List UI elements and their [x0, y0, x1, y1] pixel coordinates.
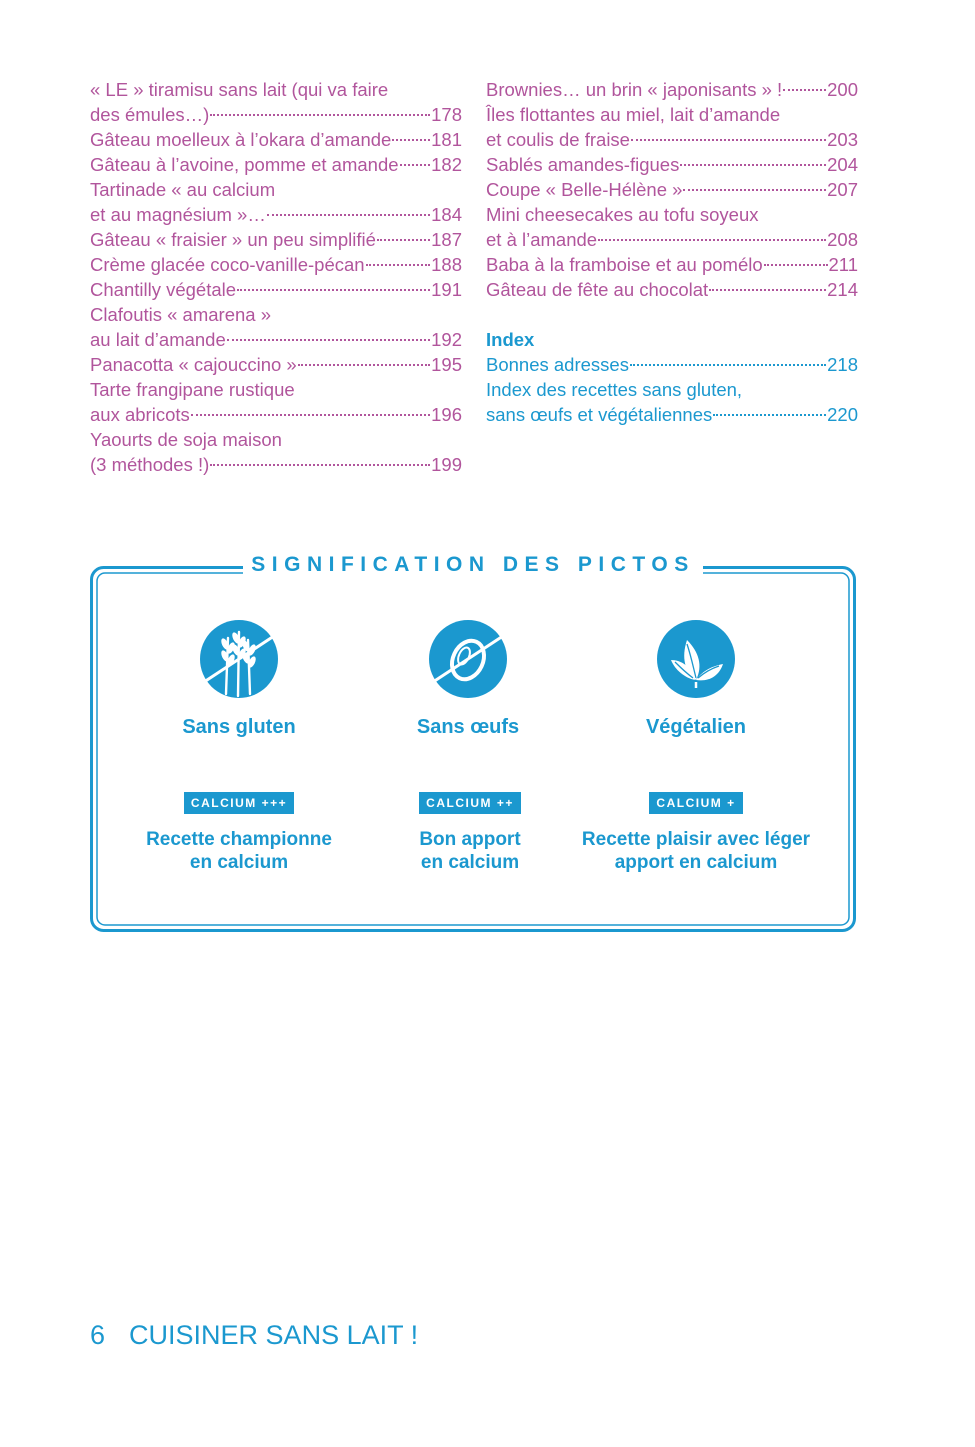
leaf-icon: [655, 618, 737, 700]
toc-page-number: 204: [827, 154, 858, 175]
toc-page-number: 208: [827, 229, 858, 250]
toc-right-column: [486, 77, 858, 427]
toc-page-number: 196: [431, 404, 462, 425]
toc-entry-line: « LE » tiramisu sans lait (qui va faire: [90, 79, 389, 100]
toc-entry-leader-line: [486, 77, 858, 102]
toc-page-number: 214: [827, 279, 858, 300]
calcium-level-high: [109, 792, 369, 874]
toc-entry-title: aux abricots: [90, 404, 190, 425]
toc-entry: [90, 127, 462, 152]
toc-entry-leader-line: [90, 102, 462, 127]
toc-entry-title: Bonnes adresses: [486, 354, 629, 375]
page-footer: [90, 1320, 418, 1351]
page-number: 6: [90, 1320, 106, 1350]
toc-entry-leader-line: [486, 152, 858, 177]
toc-entry-title: Crème glacée coco-vanille-pécan: [90, 254, 365, 275]
picto-legend: [90, 553, 856, 932]
toc-entry-title: Coupe « Belle-Hélène »: [486, 179, 683, 200]
toc-entry-leader-line: [90, 352, 462, 377]
toc-entry-leader-line: [486, 402, 858, 427]
toc-entry-leader-line: [90, 402, 462, 427]
calcium-description: Recette plaisir avec léger apport en calcium: [581, 829, 811, 873]
toc-left-column: [90, 77, 462, 477]
toc-entry: [486, 352, 858, 377]
toc-page-number: 200: [827, 79, 858, 100]
toc-page-number: 191: [431, 279, 462, 300]
calcium-description: Bon apport en calcium: [419, 829, 521, 873]
toc-page-number: 195: [431, 354, 462, 375]
toc-entry-leader-line: [90, 277, 462, 302]
wheat-icon: [198, 618, 280, 700]
dot-leader: [267, 214, 430, 216]
calcium-badge: CALCIUM +: [649, 792, 742, 814]
toc-page-number: 182: [431, 154, 462, 175]
toc-entry-title: (3 méthodes !): [90, 454, 210, 475]
toc-entry: [90, 177, 462, 227]
toc-entry: [486, 102, 858, 152]
index-heading: Index: [486, 329, 535, 350]
toc-page-number: 220: [827, 404, 858, 425]
toc-entry-leader-line: [90, 227, 462, 252]
picto-label-sans-oeufs: Sans œufs: [416, 716, 520, 738]
dot-leader: [377, 239, 430, 241]
toc-page-number: 188: [431, 254, 462, 275]
legend-title: SIGNIFICATION DES PICTOS: [90, 553, 856, 577]
toc-entry: [486, 202, 858, 252]
dot-leader: [298, 364, 430, 366]
toc-entry-title: et à l’amande: [486, 229, 598, 250]
toc-page-number: 218: [827, 354, 858, 375]
toc-entry-leader-line: [90, 127, 462, 152]
dot-leader: [400, 164, 431, 166]
toc-entry-leader-line: [486, 227, 858, 252]
toc-entry-title: sans œufs et végétaliennes: [486, 404, 713, 425]
toc-entry-title: Brownies… un brin « japonisants » !: [486, 79, 783, 100]
toc-entry-line: Tartinade « au calcium: [90, 179, 276, 200]
toc-entry: [90, 252, 462, 277]
calcium-description: Recette championne en calcium: [146, 829, 332, 873]
dot-leader: [630, 364, 826, 366]
toc-entry-leader-line: [90, 152, 462, 177]
toc-entry: [486, 77, 858, 102]
toc-page-number: 192: [431, 329, 462, 350]
toc-entry-leader-line: [486, 127, 858, 152]
toc-entry: [90, 227, 462, 252]
calcium-level-medium: [340, 792, 600, 874]
dot-leader: [237, 289, 430, 291]
toc-entry-leader-line: [90, 252, 462, 277]
picto-sans-gluten: [129, 618, 349, 739]
toc-entry-title: Gâteau de fête au chocolat: [486, 279, 709, 300]
dot-leader: [783, 89, 826, 91]
picto-vegetalien: [586, 618, 806, 739]
toc-page-number: 187: [431, 229, 462, 250]
dot-leader: [631, 139, 826, 141]
dot-leader: [680, 164, 826, 166]
index-entries: [486, 352, 858, 427]
toc-entry-title: Baba à la framboise et au pomélo: [486, 254, 763, 275]
dot-leader: [709, 289, 826, 291]
egg-icon: [427, 618, 509, 700]
toc-entry: [486, 377, 858, 427]
toc-entry: [486, 177, 858, 202]
dot-leader: [210, 464, 430, 466]
toc-entry-line: Clafoutis « amarena »: [90, 304, 271, 325]
toc-page-number: 178: [431, 104, 462, 125]
toc-entry-line: Îles flottantes au miel, lait d’amande: [486, 104, 781, 125]
toc-entry-title: et au magnésium »…: [90, 204, 266, 225]
picto-label-vegetalien: Végétalien: [645, 716, 747, 738]
picto-label-sans-gluten: Sans gluten: [182, 716, 296, 738]
toc-page-number: 203: [827, 129, 858, 150]
toc-entry: [90, 152, 462, 177]
dot-leader: [598, 239, 826, 241]
toc-entry-title: au lait d’amande: [90, 329, 226, 350]
dot-leader: [764, 264, 828, 266]
toc-page-number: 184: [431, 204, 462, 225]
toc-entry-line: Mini cheesecakes au tofu soyeux: [486, 204, 759, 225]
toc-entry: [486, 277, 858, 302]
toc-entry: [90, 77, 462, 127]
toc-entry-leader-line: [90, 202, 462, 227]
toc-entry: [486, 152, 858, 177]
toc-entry: [90, 377, 462, 427]
toc-entry-title: et coulis de fraise: [486, 129, 630, 150]
dot-leader: [210, 114, 430, 116]
toc-entry: [486, 252, 858, 277]
toc-entry-leader-line: [486, 352, 858, 377]
toc-entry-leader-line: [486, 277, 858, 302]
toc-entry-leader-line: [486, 252, 858, 277]
toc-entry-leader-line: [486, 177, 858, 202]
calcium-badge: CALCIUM +++: [184, 792, 294, 814]
toc-page-number: 181: [431, 129, 462, 150]
toc-page-number: 207: [827, 179, 858, 200]
toc-page-number: 199: [431, 454, 462, 475]
calcium-level-low: [566, 792, 826, 874]
toc-entry-leader-line: [90, 327, 462, 352]
toc-entry: [90, 427, 462, 477]
toc-entry-title: Gâteau « fraisier » un peu simplifié: [90, 229, 376, 250]
toc-entry-line: Tarte frangipane rustique: [90, 379, 295, 400]
toc-page-number: 211: [828, 254, 858, 275]
dot-leader: [191, 414, 430, 416]
toc-entry-title: Panacotta « cajouccino »: [90, 354, 297, 375]
dot-leader: [683, 189, 826, 191]
toc-entry-title: Chantilly végétale: [90, 279, 237, 300]
dot-leader: [713, 414, 826, 416]
toc-right-entries: [486, 77, 858, 302]
dot-leader: [366, 264, 431, 266]
toc-entry-title: Sablés amandes-figues: [486, 154, 680, 175]
toc-entry-leader-line: [90, 452, 462, 477]
toc-entry-line: Index des recettes sans gluten,: [486, 379, 743, 400]
toc-entry-line: Yaourts de soja maison: [90, 429, 282, 450]
picto-sans-oeufs: [358, 618, 578, 739]
dot-leader: [392, 139, 430, 141]
toc-entry: [90, 352, 462, 377]
toc-entry-title: Gâteau moelleux à l’okara d’amande: [90, 129, 392, 150]
calcium-badge: CALCIUM ++: [419, 792, 521, 814]
toc-entry-title: Gâteau à l’avoine, pomme et amande: [90, 154, 399, 175]
toc-entry: [90, 302, 462, 352]
toc-entry: [90, 277, 462, 302]
dot-leader: [227, 339, 430, 341]
book-title: CUISINER SANS LAIT !: [129, 1320, 419, 1350]
toc-entry-title: des émules…): [90, 104, 210, 125]
